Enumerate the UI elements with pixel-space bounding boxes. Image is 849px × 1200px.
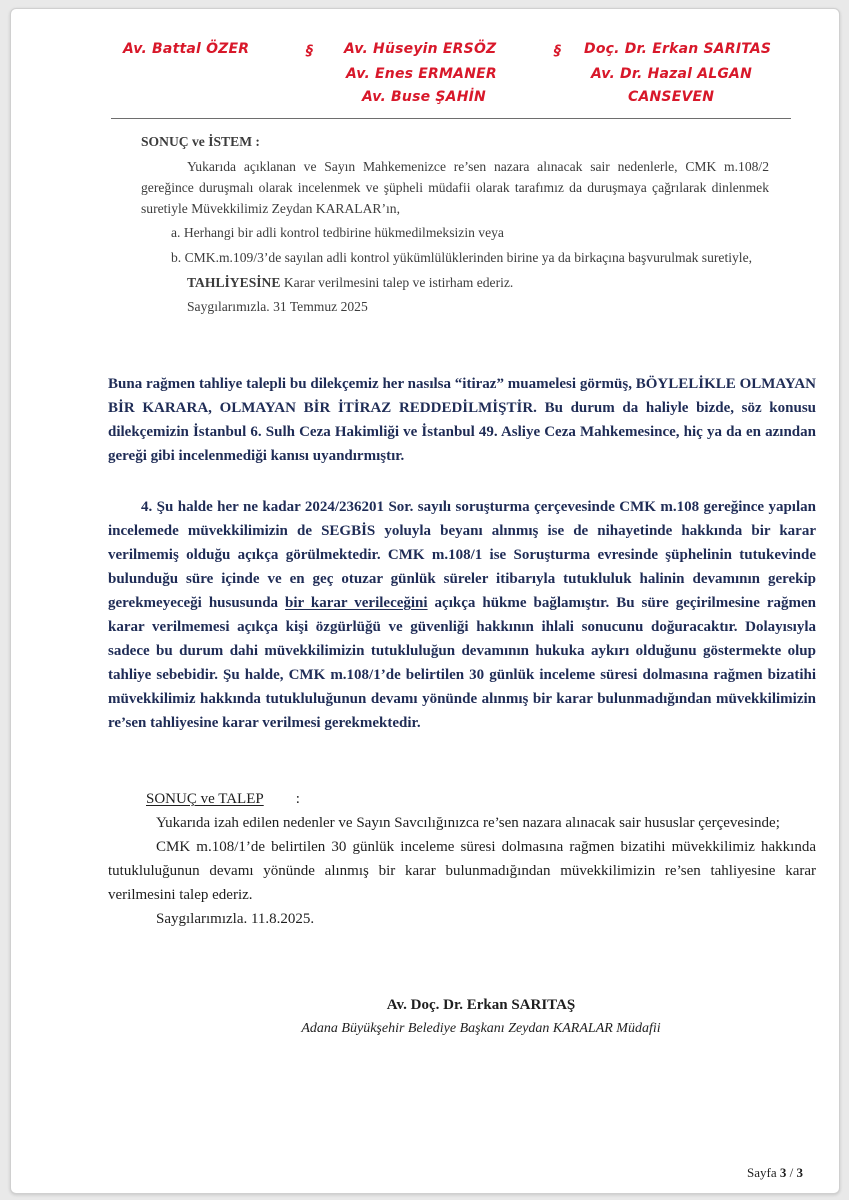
body-paragraph-1: Buna rağmen tahliye talepli bu dilekçemiz her nasılsa “itiraz” muamelesi görmüş, BÖYLELİKLE OLMAYAN BİR KARARA, OLMAYAN BİR İTİRAZ REDDEDİLMİŞTİR. Bu durum da haliyle bizde, söz konusu dilekçemizin İstanbul 6. Sulh Ceza Hakimliği ve İstanbul 49. Asliye Ceza Mahkemesince, hiç ya da en azından gereği gibi incelenmediği kanısı uyandırmıştır. — [108, 376, 816, 464]
body-paragraph-2 — [108, 495, 816, 735]
body-paragraph-2-start: 4. Şu halde her ne kadar 2024/236201 Sor. sayılı soruşturma çerçevesinde CMK m.108 gereğince yapılan incelemede müvekkilimizin de SEGBİS yoluyla beyanı alınmış ise de nihayetinde hakkında bir karar verilmemiş olduğu açıkça görülmektedir. CMK m.108/1 ise Soruşturma evresinde şüphelinin tutukevinde bulunduğu süre içinde ve en geç otuzar günlük süreler itibarıyla tutukluluk halinin devamının gerekip gerekmeyeceği hususunda — [108, 499, 816, 611]
quoted-tahliye-bold: TAHLİYESİNE — [187, 275, 281, 290]
conclusion-paragraph-2: CMK m.108/1’de belirtilen 30 günlük inceleme süresi dolmasına rağmen bizatihi müvekkilimiz hakkında tutukluluğunun devamı yönünde alınmış bir karar bulunmadığından müvekkilimizin re’sen tahliyesine karar verilmesini talep ederiz. — [108, 839, 816, 903]
letterhead-separator-1: § — [306, 43, 314, 59]
page-footer — [747, 1165, 803, 1181]
letterhead-lawyer-2: Av. Hüseyin ERSÖZ — [344, 41, 497, 57]
quoted-paragraph-1: Yukarıda açıklanan ve Sayın Mahkemenizce re’sen nazara alınacak sair nedenlerle, CMK m.108/2 gereğince duruşmalı olarak incelenmek ve şüpheli müdafii olarak tarafımız da duruşmaya çağrılarak dinlenmek suretiyle Müvekkilimiz Zeydan KARALAR’ın, — [141, 159, 769, 216]
conclusion-paragraph-1: Yukarıda izah edilen nedenler ve Sayın Savcılığınızca re’sen nazara alınacak sair hususlar çerçevesinde; — [156, 815, 780, 831]
body-paragraph-2-underlined: bir karar verileceğini — [285, 595, 428, 611]
conclusion-closing: Saygılarımızla. 11.8.2025. — [156, 911, 315, 927]
body-paragraph-1-block — [108, 372, 816, 468]
document-page — [10, 8, 840, 1194]
letterhead-lawyer-6: Av. Dr. Hazal ALGAN — [591, 66, 752, 82]
quoted-item-b: b. CMK.m.109/3’de sayılan adli kontrol yükümlülüklerinden birine ya da birkaçına başvurulmak suretiyle, — [171, 250, 753, 265]
quoted-heading: SONUÇ ve İSTEM : — [141, 134, 260, 149]
letterhead-divider — [111, 118, 791, 119]
page-total: 3 — [796, 1165, 803, 1180]
quoted-closing: Saygılarımızla. 31 Temmuz 2025 — [187, 299, 368, 314]
page-separator: / — [789, 1165, 794, 1180]
page-number: 3 — [779, 1165, 787, 1180]
body-paragraph-2-block — [108, 495, 816, 735]
letterhead-lawyer-1: Av. Battal ÖZER — [123, 41, 250, 57]
signature-title: Adana Büyükşehir Belediye Başkanı Zeydan KARALAR Müdafii — [301, 1021, 661, 1036]
signature-name: Av. Doç. Dr. Erkan SARITAŞ — [386, 997, 576, 1013]
quoted-tahliye-line — [141, 272, 769, 293]
letterhead-lawyer-5: Doç. Dr. Erkan SARITAS — [584, 41, 772, 57]
quoted-tahliye-rest: Karar verilmesini talep ve istirham ederiz. — [280, 275, 514, 290]
letterhead-lawyer-3: Av. Enes ERMANER — [346, 66, 497, 82]
quoted-item-a: a. Herhangi bir adli kontrol tedbirine hükmedilmeksizin veya — [171, 225, 504, 240]
page-label: Sayfa — [747, 1165, 777, 1180]
body-paragraph-2-end: açıkça hükme bağlamıştır. Bu süre geçirilmesine rağmen karar verilmemesi açıkça kişi özgürlüğü ve güvenliği hakkının ihlali sonucunu doğuracaktır. Dolayısıyla sadece bu durum dahi müvekkilimizin tutukluluğun devamının hukuka aykırı olduğunu göstermekte olup tahliye sebebidir. Şu halde, CMK m.108/1’de belirtilen 30 günlük inceleme süresi dolmasına rağmen bizatihi müvekkilimiz hakkında tutukluluğunun devamı yönünde alınmış bir karar bulunmadığından müvekkilimizin re’sen tahliyesine karar verilmesi gerekmektedir. — [108, 595, 816, 731]
letterhead-separator-2: § — [554, 43, 562, 59]
quoted-petition-excerpt — [141, 131, 769, 317]
letterhead-lawyer-7: CANSEVEN — [628, 89, 715, 105]
conclusion-heading: SONUÇ ve TALEP — [146, 791, 264, 807]
conclusion-heading-colon: : — [295, 791, 300, 807]
letterhead-lawyer-4: Av. Buse ŞAHİN — [362, 89, 486, 105]
conclusion-heading-line — [108, 787, 816, 811]
conclusion-section — [108, 787, 816, 931]
